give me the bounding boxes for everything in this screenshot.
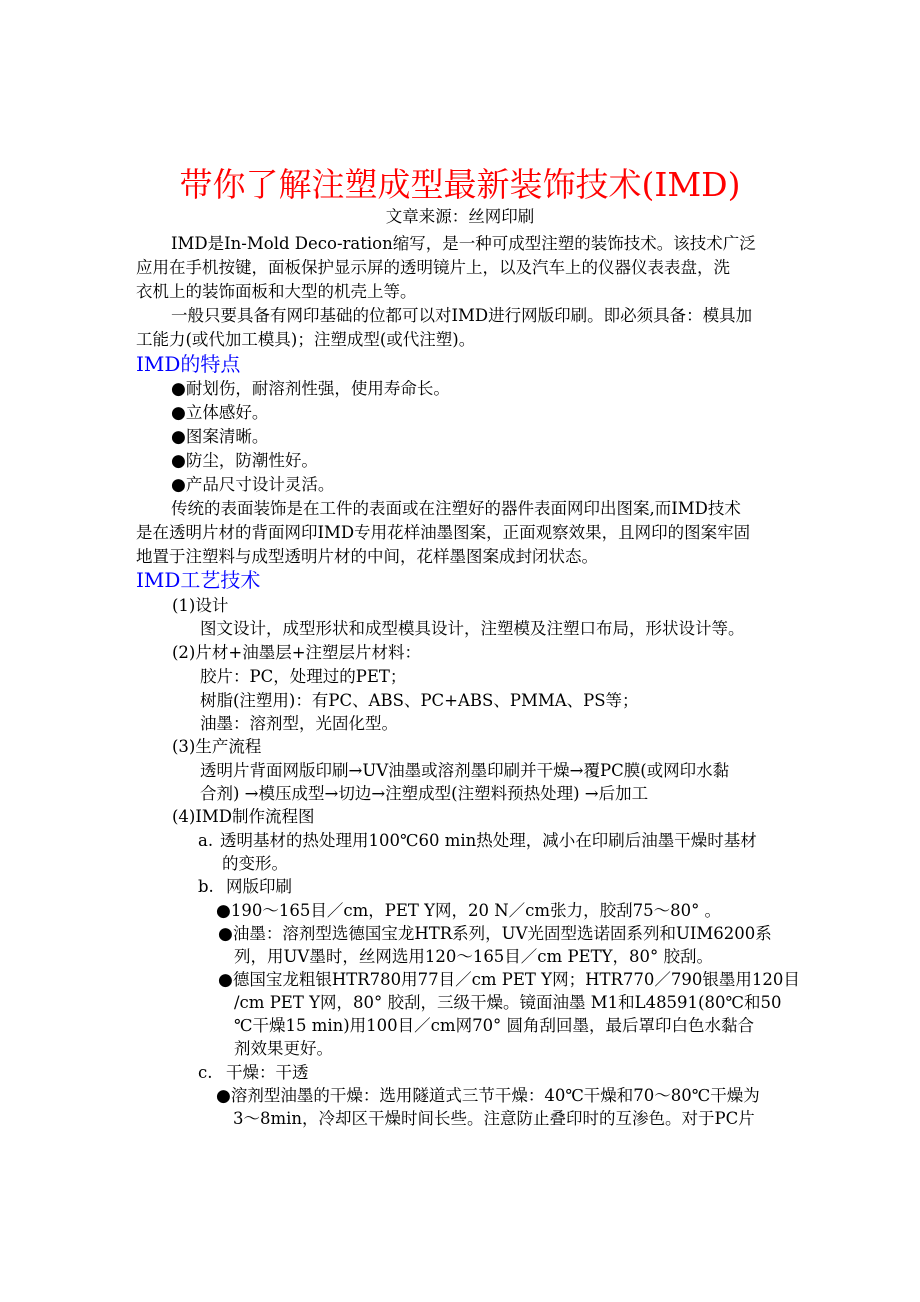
step-c-label: c.	[198, 1063, 213, 1082]
step-b-bullet-cont: /cm PET Y网，80° 胶刮，三级干燥。镜面油墨 M1和L48591(80℃和50	[234, 993, 782, 1012]
intro-p1-line-2: 应用在手机按键，面板保护显示屏的透明镜片上，以及汽车上的仪器仪表表盘，洗	[136, 258, 730, 277]
article-source: 文章来源：丝网印刷	[385, 207, 535, 226]
step-a-line: 透明基材的热处理用100℃60 min热处理，减小在印刷后油墨干燥时基材	[220, 831, 757, 850]
bullet-icon: ●	[171, 475, 186, 495]
features-paragraph-line-3: 地置于注塑料与成型透明片材的中间，花样墨图案成封闭状态。	[136, 547, 598, 566]
intro-p2-line-1: 一般只要具备有网印基础的位都可以对IMD进行网版印刷。即必须具备：模具加	[171, 306, 753, 325]
subsection-title-design: (1)设计	[172, 596, 229, 615]
materials-line: 胶片：PC，处理过的PET；	[200, 667, 407, 686]
bullet-icon: ●	[171, 427, 186, 447]
feature-item: ●防尘，防潮性好。	[171, 451, 318, 471]
step-b-bullet-cont: 列，用UV墨时，丝网选用120～165目／cm PETY，80° 胶刮。	[234, 947, 713, 966]
section-heading-process: IMD工艺技术	[136, 568, 261, 592]
step-b-bullet: ●190～165目／cm，PET Y网，20 N／cm张力，胶刮75～80° 。	[216, 901, 722, 921]
step-a-line: 的变形。	[222, 854, 288, 873]
section-heading-features: IMD的特点	[136, 352, 241, 376]
step-c-bullet: ●溶剂型油墨的干燥：选用隧道式三节干燥：40℃干燥和70～80℃干燥为	[216, 1086, 760, 1106]
feature-item: ●产品尺寸设计灵活。	[171, 475, 335, 495]
feature-item: ●立体感好。	[171, 403, 269, 423]
subsection-title-flowchart: (4)IMD制作流程图	[172, 807, 315, 826]
bullet-icon: ●	[218, 970, 233, 990]
step-c-bullet-cont: 3～8min，冷却区干燥时间长些。注意防止叠印时的互渗色。对于PC片	[233, 1109, 755, 1128]
intro-p1-line-1: IMD是In-Mold Deco-ration缩写，是一种可成型注塑的装饰技术。该技术广泛	[171, 234, 756, 253]
step-b-title: 网版印刷	[226, 877, 292, 896]
step-b-bullet-cont: ℃干燥15 min)用100目／cm网70° 圆角刮回墨，最后罩印白色水黏合	[234, 1016, 755, 1035]
feature-item: ●耐划伤，耐溶剂性强，使用寿命长。	[171, 379, 450, 399]
step-b-bullet: ●德国宝龙粗银HTR780用77目／cm PET Y网；HTR770／790银墨用120目	[218, 970, 800, 990]
bullet-icon: ●	[171, 379, 186, 399]
materials-line: 树脂(注塑用)：有PC、ABS、PC+ABS、PMMA、PS等；	[200, 691, 639, 710]
intro-p1-line-3: 衣机上的装饰面板和大型的机壳上等。	[136, 282, 417, 301]
bullet-icon: ●	[216, 901, 231, 921]
step-c-title: 干燥：干透	[226, 1063, 309, 1082]
subsection-title-materials: (2)片材+油墨层+注塑层片材料：	[172, 643, 422, 662]
features-paragraph-line-2: 是在透明片材的背面网印IMD专用花样油墨图案，正面观察效果，且网印的图案牢固	[136, 523, 751, 542]
document-title: 带你了解注塑成型最新装饰技术(IMD)	[179, 165, 741, 204]
step-b-bullet-cont: 剂效果更好。	[234, 1039, 333, 1058]
bullet-icon: ●	[216, 1086, 231, 1106]
step-b-bullet: ●油墨：溶剂型选德国宝龙HTR系列，UV光固型选诺固系列和UIM6200系	[218, 924, 772, 944]
bullet-icon: ●	[218, 924, 233, 944]
production-flow-line: 透明片背面网版印刷→UV油墨或溶剂墨印刷并干燥→覆PC膜(或网印水黏	[200, 761, 730, 780]
bullet-icon: ●	[171, 403, 186, 423]
design-body: 图文设计，成型形状和成型模具设计，注塑模及注塑口布局，形状设计等。	[200, 619, 745, 638]
subsection-title-production-flow: (3)生产流程	[172, 737, 262, 756]
step-b-label: b.	[198, 877, 214, 896]
features-paragraph-line-1: 传统的表面装饰是在工件的表面或在注塑好的器件表面网印出图案,而IMD技术	[171, 499, 741, 518]
step-a-label: a.	[198, 831, 214, 850]
feature-item: ●图案清晰。	[171, 427, 269, 447]
bullet-icon: ●	[171, 451, 186, 471]
production-flow-line: 合剂) →模压成型→切边→注塑成型(注塑料预热处理) →后加工	[200, 784, 649, 803]
intro-p2-line-2: 工能力(或代加工模具)；注塑成型(或代注塑)。	[136, 330, 476, 349]
materials-line: 油墨：溶剂型，光固化型。	[200, 714, 398, 733]
